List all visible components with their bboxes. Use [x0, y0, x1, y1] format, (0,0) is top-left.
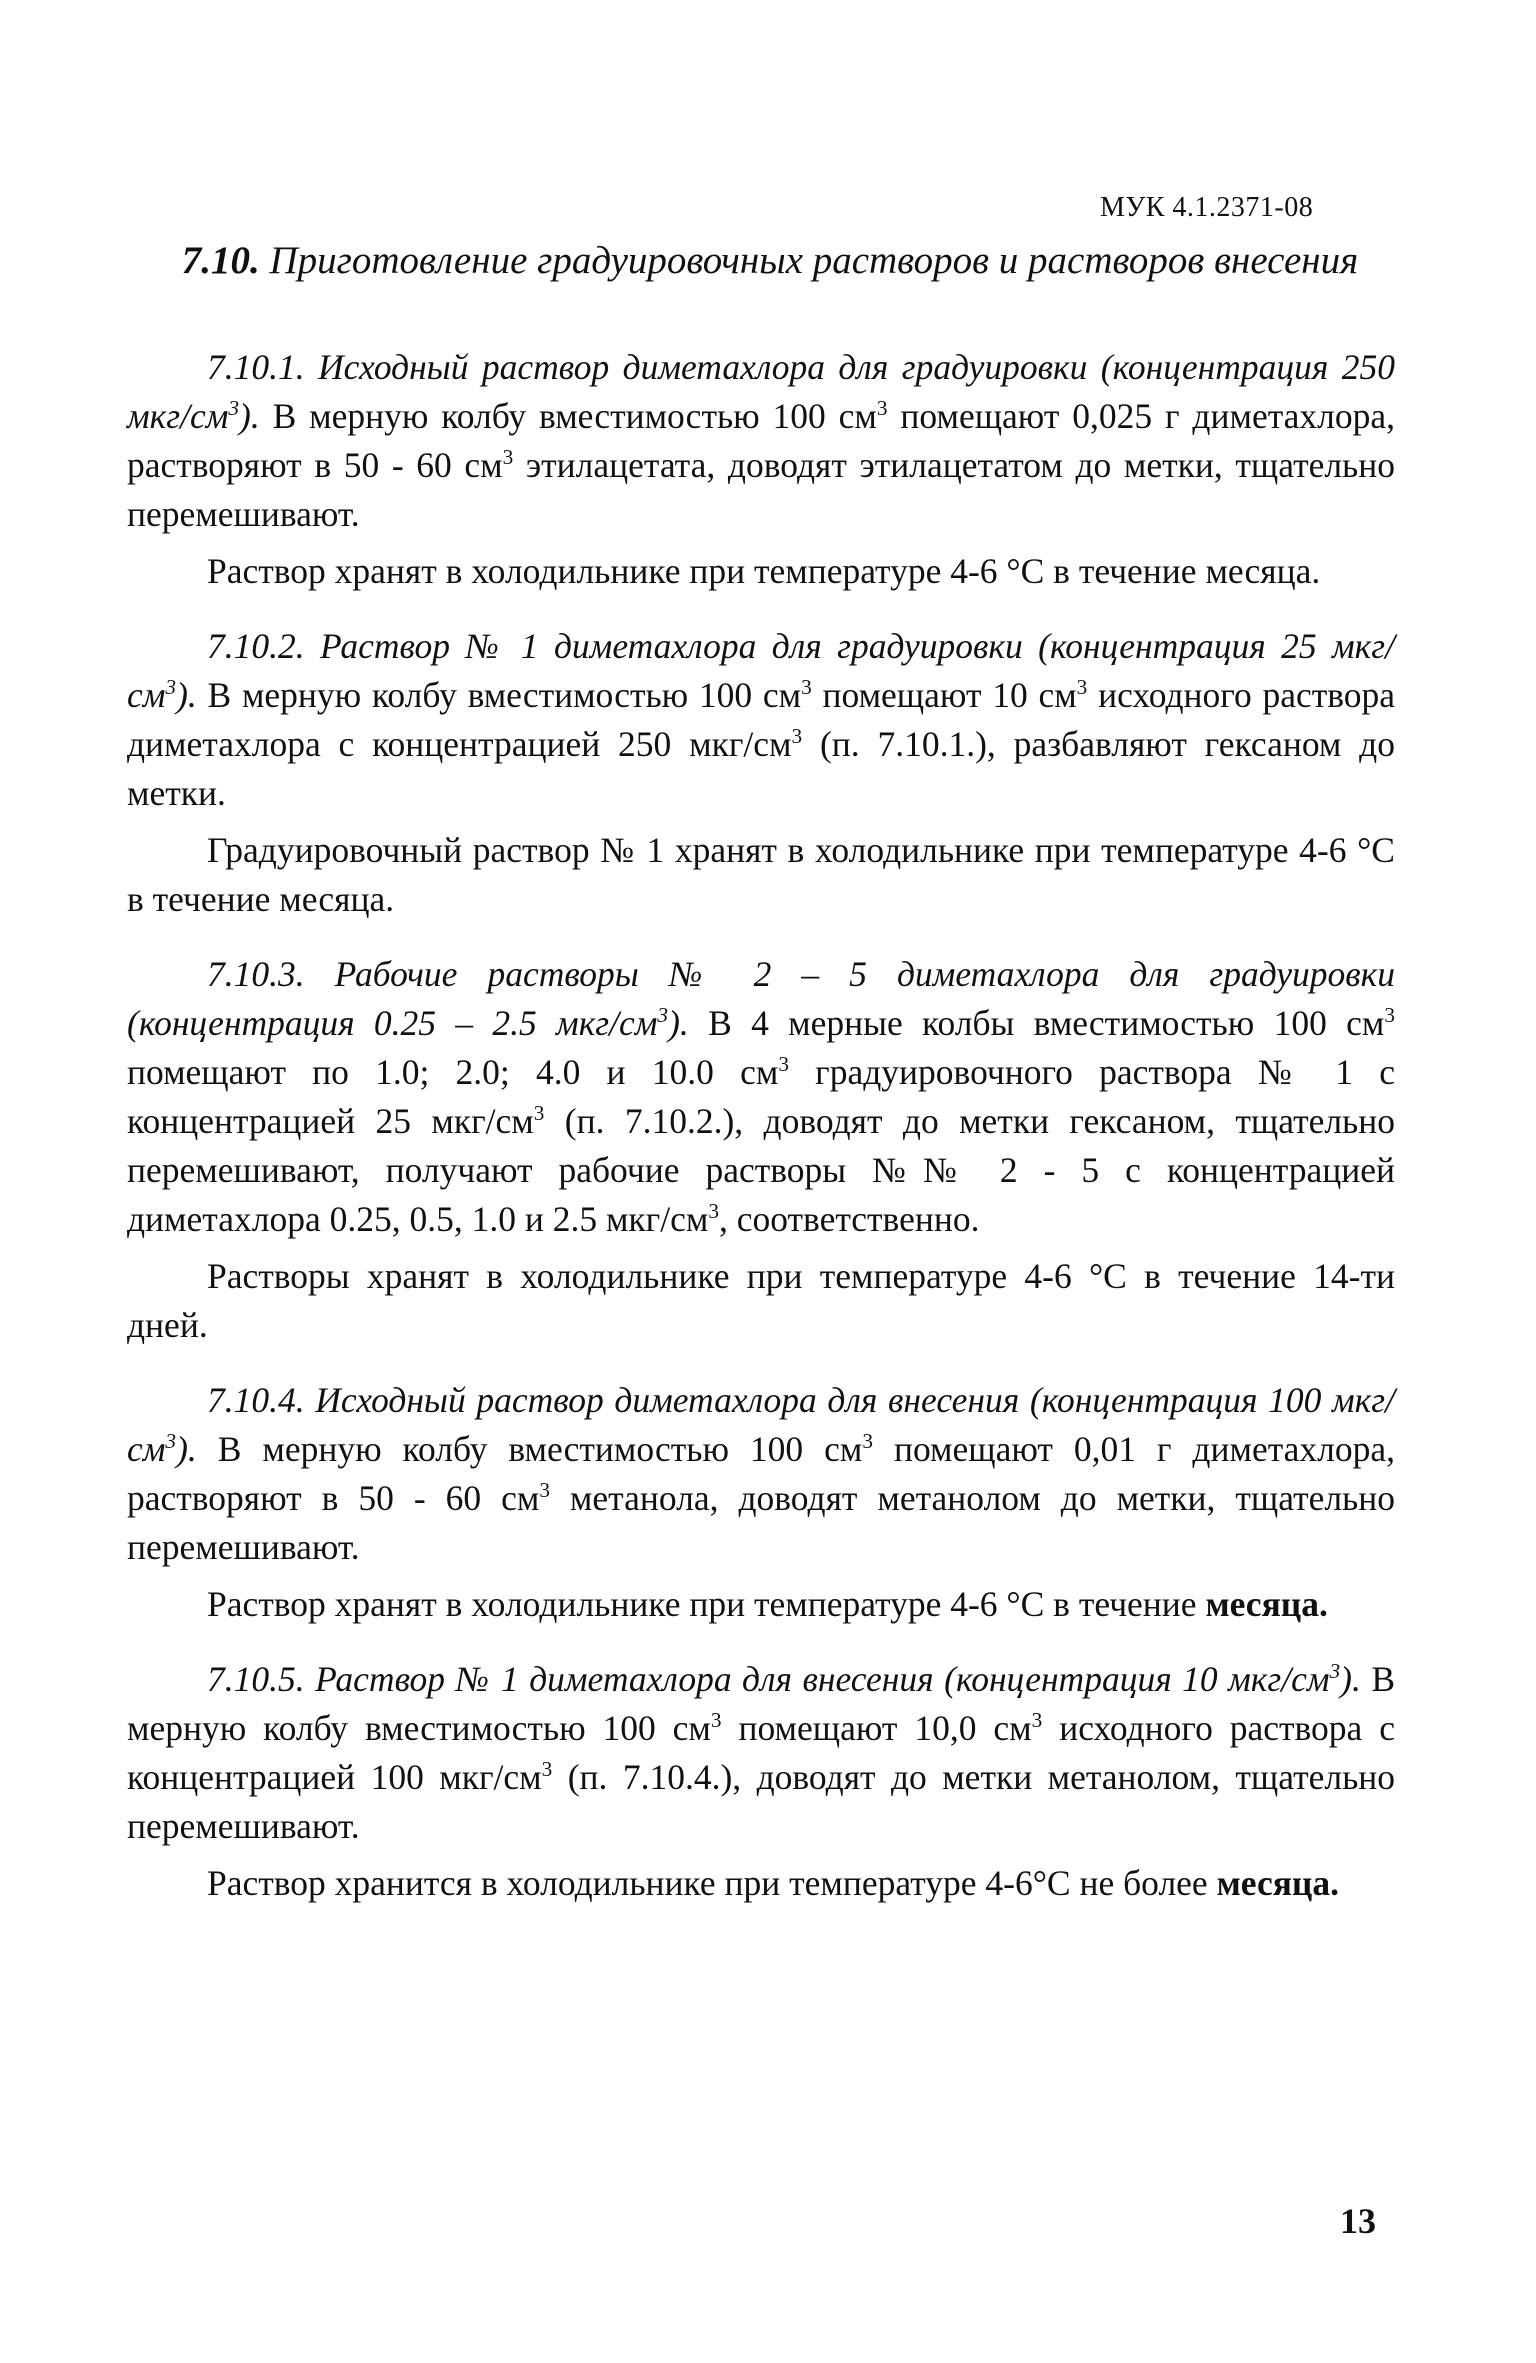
section-title	[150, 232, 1390, 290]
document-code: МУК 4.1.2371-08	[1100, 192, 1314, 223]
item-number: 7.10.2.	[207, 626, 305, 666]
section-title-text: Приготовление градуировочных растворов и растворов внесения	[269, 239, 1359, 282]
item-heading: Рабочие растворы № 2 – 5 диметахлора для градуировки (концентрация 0.25 – 2.5 мкг/$см^3$).	[127, 954, 1395, 1043]
item-number: 7.10.4.	[207, 1380, 305, 1420]
section-number: 7.10.	[181, 239, 260, 282]
item-heading: Раствор № 1 диметахлора для градуировки (концентрация 25 мкг/$см^3$).	[127, 626, 1396, 715]
item-number: 7.10.3.	[207, 954, 305, 994]
item-storage: Растворы хранят в холодильнике при температуре 4-6 °С в течение 14-ти дней.	[127, 1256, 1395, 1345]
item-storage: Раствор хранят в холодильнике при температуре 4-6 °С в течение месяца.	[207, 1584, 1328, 1624]
item-7-10-5: 7.10.5. Раствор № 1 диметахлора для внесения (концентрация 10 мкг/$см^3$). В мерную колбу вместимостью 100 $см^3$ помещают 10,0 $см^3$ исходного раствора с концентрацией 100 мкг/$см^3$ (п. 7.10.4.), доводят до метки метанолом, тщательно перемешивают.	[127, 1659, 1396, 1846]
item-7-10-3: 7.10.3. Рабочие растворы № 2 – 5 диметахлора для градуировки (концентрация 0.25 – 2.5 мкг/$см^3$). В 4 мерные колбы вместимостью 100 $см^3$ помещают по 1.0; 2.0; 4.0 и 10.0 $см^3$ градуировочного раствора № 1 с концентрацией 25 мкг/$см^3$ (п. 7.10.2.), доводят до метки гексаном, тщательно перемешивают, получают рабочие растворы №№ 2 - 5 с концентрацией диметахлора 0.25, 0.5, 1.0 и 2.5 мкг/$см^3$, соответственно.	[127, 954, 1395, 1239]
item-storage: Раствор хранится в холодильнике при температуре 4-6°С не более месяца.	[207, 1863, 1339, 1903]
item-7-10-2: 7.10.2. Раствор № 1 диметахлора для градуировки (концентрация 25 мкг/$см^3$). В мерную колбу вместимостью 100 $см^3$ помещают 10 $см^3$ исходного раствора диметахлора с концентрацией 250 мкг/$см^3$ (п. 7.10.1.), разбавляют гексаном до метки.	[127, 626, 1396, 813]
item-heading: Исходный раствор диметахлора для градуировки (концентрация 250 мкг/$см^3$).	[127, 347, 1395, 436]
page-number: 13	[1340, 2201, 1376, 2241]
item-heading: Раствор № 1 диметахлора для внесения (концентрация 10 мкг/$см^3$).	[315, 1659, 1361, 1699]
item-storage: Раствор хранят в холодильнике при температуре 4-6 °С в течение месяца.	[207, 551, 1321, 591]
item-storage: Градуировочный раствор № 1 хранят в холодильнике при температуре 4-6 °С в течение месяца.	[127, 830, 1395, 919]
item-number: 7.10.1.	[207, 347, 305, 387]
item-heading: Исходный раствор диметахлора для внесения (концентрация 100 мкг/$см^3$).	[127, 1380, 1395, 1469]
item-7-10-1: 7.10.1. Исходный раствор диметахлора для градуировки (концентрация 250 мкг/$см^3$). В мерную колбу вместимостью 100 $см^3$ помещают 0,025 г диметахлора, растворяют в 50 - 60 $см^3$ этилацетата, доводят этилацетатом до метки, тщательно перемешивают.	[127, 347, 1395, 534]
document-body	[127, 343, 1395, 1908]
item-7-10-4: 7.10.4. Исходный раствор диметахлора для внесения (концентрация 100 мкг/$см^3$). В мерную колбу вместимостью 100 $см^3$ помещают 0,01 г диметахлора, растворяют в 50 - 60 $см^3$ метанола, доводят метанолом до метки, тщательно перемешивают.	[127, 1380, 1396, 1567]
item-number: 7.10.5.	[207, 1659, 305, 1699]
